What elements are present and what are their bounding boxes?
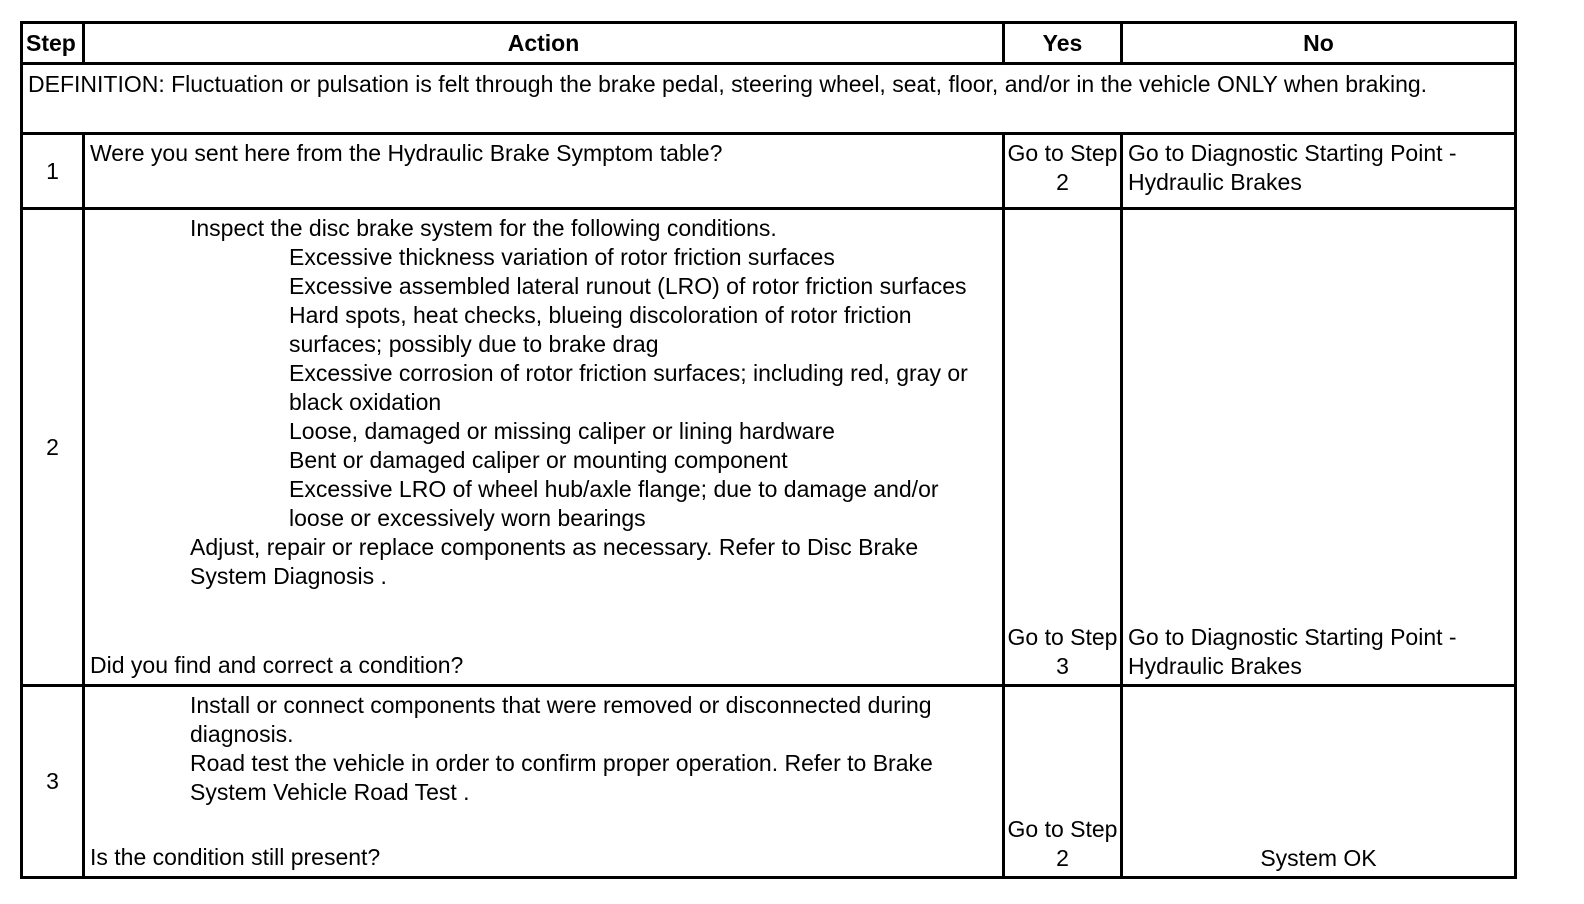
diagnostic-table-container bbox=[20, 21, 1517, 879]
no-link: Go to Diagnostic Starting Point - Hydraulic Brakes bbox=[1128, 624, 1457, 679]
yes-link: Go to Step 2 bbox=[1007, 816, 1118, 871]
condition-item: Excessive LRO of wheel hub/axle flange; due to damage and/or loose or excessively worn bearings bbox=[289, 476, 939, 531]
action-content bbox=[90, 214, 996, 680]
table-row bbox=[20, 135, 1517, 210]
yes-link: Go to Step 3 bbox=[1007, 624, 1118, 679]
step-question: Did you find and correct a condition? bbox=[90, 652, 464, 678]
condition-item: Bent or damaged caliper or mounting component bbox=[289, 447, 788, 473]
condition-item: Excessive thickness variation of rotor friction surfaces bbox=[289, 244, 835, 270]
table-row bbox=[20, 210, 1517, 687]
no-result: System OK bbox=[1260, 845, 1377, 871]
step-number: 2 bbox=[20, 210, 85, 687]
action-instruction: Install or connect components that were removed or disconnected during diagnosis. bbox=[190, 692, 932, 747]
diagnostic-table bbox=[20, 21, 1517, 879]
definition-text: DEFINITION: Fluctuation or pulsation is felt through the brake pedal, steering wheel, seat, floor, and/or in the vehicle ONLY when braking. bbox=[20, 65, 1517, 135]
no-cell bbox=[1123, 135, 1517, 210]
condition-item: Loose, damaged or missing caliper or lining hardware bbox=[289, 418, 835, 444]
yes-link: Go to Step 2 bbox=[1007, 140, 1118, 195]
action-instruction: Road test the vehicle in order to confirm proper operation. Refer to Brake System Vehicle Road Test . bbox=[190, 750, 933, 805]
step-number: 3 bbox=[20, 687, 85, 879]
step-number: 1 bbox=[20, 135, 85, 210]
header-no: No bbox=[1123, 21, 1517, 65]
step-question: Is the condition still present? bbox=[90, 844, 381, 870]
step-action bbox=[85, 210, 1005, 687]
header-step: Step bbox=[20, 21, 85, 65]
step-action bbox=[85, 687, 1005, 879]
no-cell bbox=[1123, 210, 1517, 687]
no-cell bbox=[1123, 687, 1517, 879]
step-question: Were you sent here from the Hydraulic Brake Symptom table? bbox=[85, 135, 1005, 210]
action-intro: Inspect the disc brake system for the following conditions. bbox=[190, 215, 777, 241]
header-action: Action bbox=[85, 21, 1005, 65]
condition-item: Hard spots, heat checks, blueing discoloration of rotor friction surfaces; possibly due to brake drag bbox=[289, 302, 912, 357]
condition-item: Excessive assembled lateral runout (LRO) of rotor friction surfaces bbox=[289, 273, 967, 299]
yes-cell bbox=[1005, 210, 1123, 687]
definition-row bbox=[20, 65, 1517, 135]
table-row bbox=[20, 687, 1517, 879]
action-content bbox=[90, 691, 996, 872]
header-row bbox=[20, 21, 1517, 65]
yes-cell bbox=[1005, 687, 1123, 879]
action-instruction: Adjust, repair or replace components as necessary. Refer to Disc Brake System Diagnosis . bbox=[190, 534, 919, 589]
header-yes: Yes bbox=[1005, 21, 1123, 65]
condition-item: Excessive corrosion of rotor friction surfaces; including red, gray or black oxidation bbox=[289, 360, 968, 415]
yes-cell bbox=[1005, 135, 1123, 210]
no-link: Go to Diagnostic Starting Point - Hydraulic Brakes bbox=[1128, 140, 1457, 195]
